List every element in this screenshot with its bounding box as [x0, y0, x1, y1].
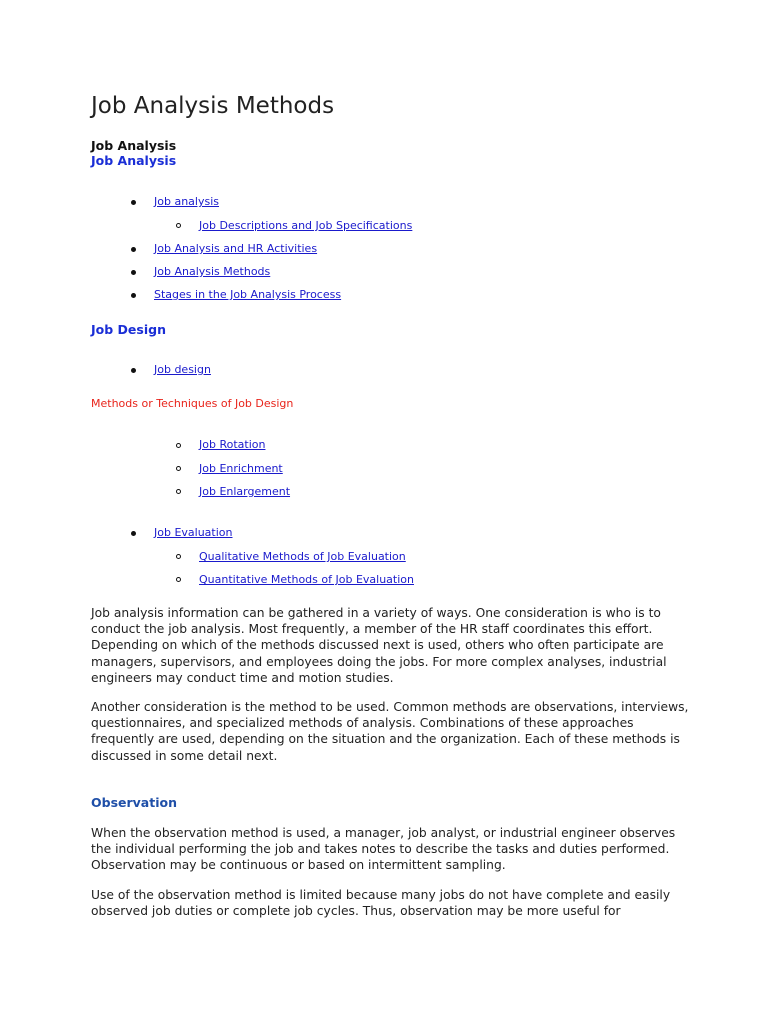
list-item [154, 242, 317, 256]
circle-bullet-icon [176, 577, 181, 582]
list-item [154, 195, 219, 209]
link-job-enlargement[interactable]: Job Enlargement [199, 485, 291, 498]
section-heading-job-design: Job Design [91, 322, 166, 337]
paragraph-methods: Another consideration is the method to be used. Common methods are observations, interviews, questionnaires, and specialized methods of analysis. Combinations of these approaches frequently are used, depending on the situation and the organization. Each of these methods is discussed in some detail next. [91, 700, 689, 763]
section-heading-observation: Observation [91, 795, 177, 810]
link-job-analysis[interactable]: Job analysis [154, 195, 219, 208]
bullet-icon [131, 270, 136, 275]
list-item [199, 550, 406, 564]
bullet-icon [131, 293, 136, 298]
bullet-icon [131, 368, 136, 373]
list-item [199, 219, 412, 233]
bullet-icon [131, 247, 136, 252]
list-item [154, 526, 233, 540]
link-hr-activities[interactable]: Job Analysis and HR Activities [154, 242, 318, 255]
list-item [154, 363, 211, 377]
link-quantitative-methods[interactable]: Quantitative Methods of Job Evaluation [199, 573, 414, 586]
page-title: Job Analysis Methods [91, 93, 335, 119]
circle-bullet-icon [176, 443, 181, 448]
circle-bullet-icon [176, 466, 181, 471]
paragraph-observation: When the observation method is used, a manager, job analyst, or industrial engineer observes the individual performing the job and takes notes to describe the tasks and duties performed. Observation may be continuous or based on intermittent sampling. [91, 826, 676, 873]
circle-bullet-icon [176, 554, 181, 559]
link-job-rotation[interactable]: Job Rotation [199, 438, 266, 451]
link-job-design[interactable]: Job design [154, 363, 211, 376]
list-item [199, 485, 290, 499]
list-item [199, 462, 283, 476]
techniques-note: Methods or Techniques of Job Design [91, 397, 294, 410]
link-job-analysis-methods[interactable]: Job Analysis Methods [154, 265, 271, 278]
section-heading-job-analysis-blue: Job Analysis [91, 153, 177, 168]
paragraph-intro: Job analysis information can be gathered in a variety of ways. One consideration is who is to conduct the job analysis. Most frequently, a member of the HR staff coordinates this effort. Depending on which of the methods discussed next is used, others who often participate are managers, supervisors, and employees doing the jobs. For more complex analyses, industrial engineers may conduct time and motion studies. [91, 606, 667, 685]
link-job-evaluation[interactable]: Job Evaluation [154, 526, 233, 539]
list-item [199, 438, 265, 452]
bullet-icon [131, 531, 136, 536]
link-job-descriptions[interactable]: Job Descriptions and Job Specifications [199, 219, 413, 232]
list-item [199, 573, 414, 587]
link-qualitative-methods[interactable]: Qualitative Methods of Job Evaluation [199, 550, 406, 563]
list-item [154, 288, 341, 302]
section-heading-job-analysis: Job Analysis [91, 138, 177, 153]
paragraph-observation-limits: Use of the observation method is limited because many jobs do not have complete and easily observed job duties or complete job cycles. Thus, observation may be more useful for [91, 888, 671, 919]
list-item [154, 265, 270, 279]
link-stages[interactable]: Stages in the Job Analysis Process [154, 288, 342, 301]
circle-bullet-icon [176, 223, 181, 228]
link-job-enrichment[interactable]: Job Enrichment [199, 462, 283, 475]
bullet-icon [131, 200, 136, 205]
circle-bullet-icon [176, 489, 181, 494]
